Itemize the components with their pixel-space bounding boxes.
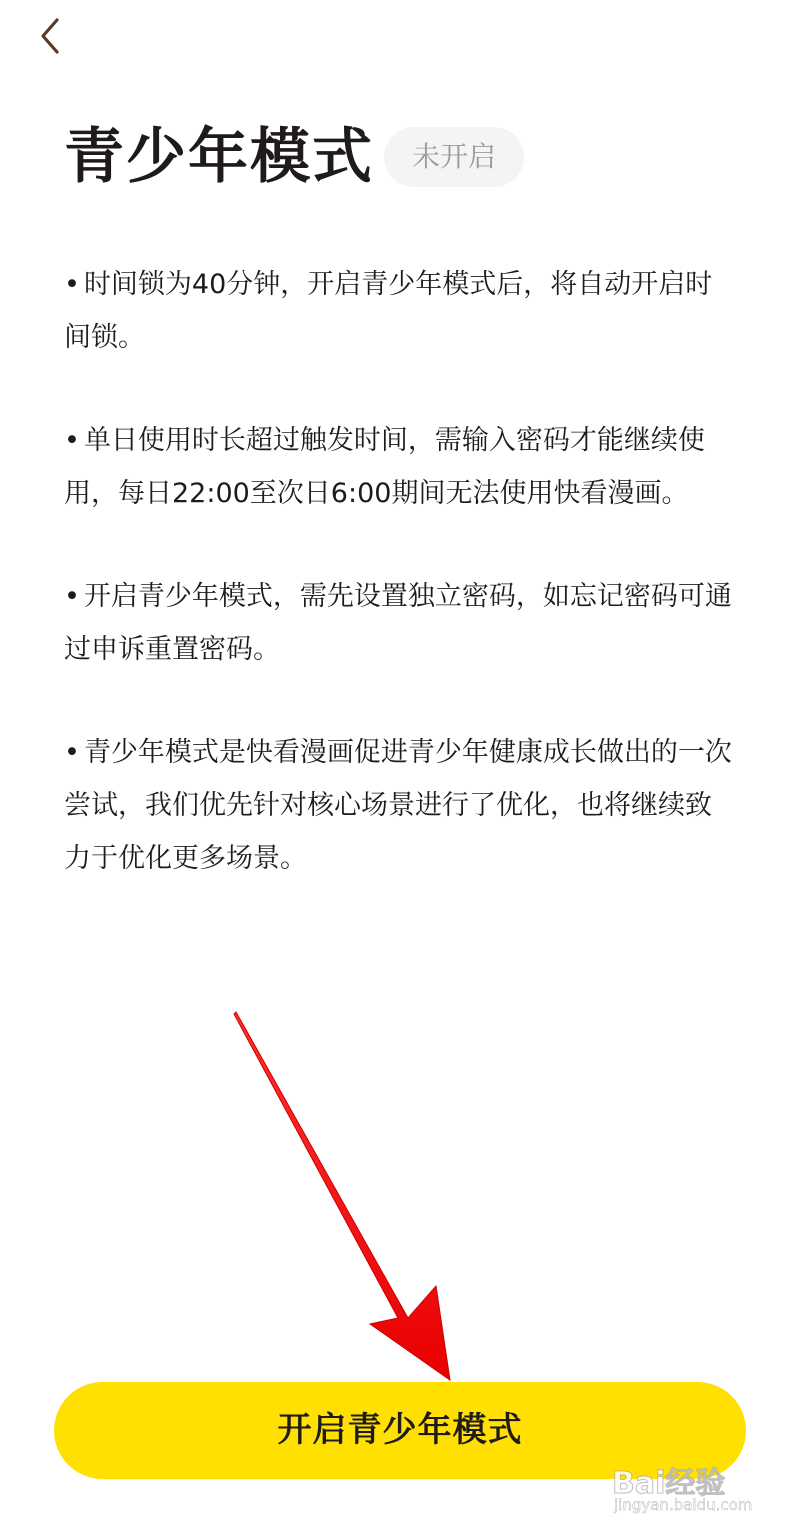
watermark-logo: Bai经验 (612, 1466, 726, 1501)
title-row (64, 112, 524, 202)
enable-youth-mode-button[interactable]: 开启青少年模式 (54, 1382, 746, 1479)
rule-text: 时间锁为40分钟，开启青少年模式后，将自动开启时间锁。 (64, 269, 713, 353)
watermark-url: jingyan.baidu.com (614, 1496, 753, 1514)
rule-item (64, 726, 732, 885)
rules-list (64, 258, 732, 935)
bullet: • (64, 581, 80, 612)
rule-text: 单日使用时长超过触发时间，需输入密码才能继续使用，每日22:00至次日6:00期间无法使用快看漫画。 (64, 425, 705, 509)
bullet: • (64, 425, 80, 456)
chevron-left-icon (26, 10, 78, 62)
rule-text: 开启青少年模式，需先设置独立密码，如忘记密码可通过申诉重置密码。 (64, 581, 732, 665)
rule-text: 青少年模式是快看漫画促进青少年健康成长做出的一次尝试，我们优先针对核心场景进行了优化，也将继续致力于优化更多场景。 (64, 737, 732, 874)
rule-item (64, 570, 732, 676)
rule-item (64, 258, 732, 364)
page-title: 青少年模式 (64, 122, 374, 192)
back-button[interactable] (26, 10, 78, 62)
bullet: • (64, 737, 80, 768)
bullet: • (64, 269, 80, 300)
rule-item (64, 414, 732, 520)
status-badge: 未开启 (384, 127, 524, 187)
